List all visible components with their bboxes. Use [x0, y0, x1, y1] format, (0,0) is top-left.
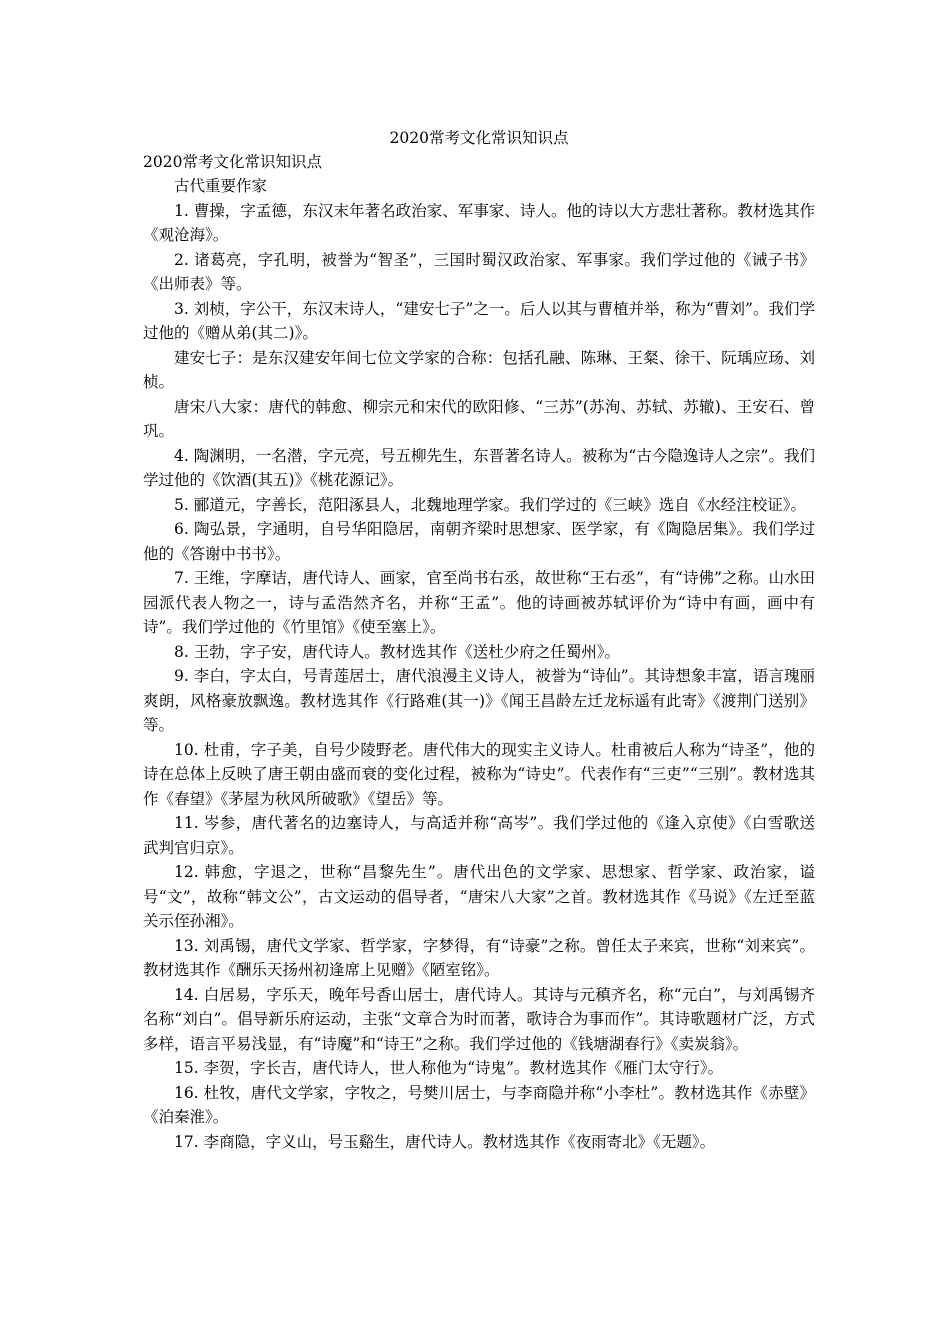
paragraph-tang-song-eight: 唐宋八大家：唐代的韩愈、柳宗元和宋代的欧阳修、“三苏”(苏洵、苏轼、苏辙)、王安石、曾巩。 [143, 397, 815, 440]
paragraph-liu-zhen: 3. 刘桢，字公干，东汉末诗人，“建安七子”之一。后人以其与曹植并举，称为“曹刘”。我们学过他的《赠从弟(其二)》。 [143, 299, 815, 342]
paragraph-tao-yuanming: 4. 陶渊明，一名潜，字元亮，号五柳先生，东晋著名诗人。被称为“古今隐逸诗人之宗”。我们学过他的《饮酒(其五)》《桃花源记》。 [143, 446, 815, 489]
paragraph-li-daoyuan: 5. 郦道元，字善长，范阳涿县人，北魏地理学家。我们学过的《三峡》选自《水经注校证》。 [174, 495, 806, 514]
paragraph-jianan-seven: 建安七子：是东汉建安年间七位文学家的合称：包括孔融、陈琳、王粲、徐干、阮瑀应玚、刘桢。 [143, 348, 815, 391]
paragraph-du-fu: 10. 杜甫，字子美，自号少陵野老。唐代伟大的现实主义诗人。杜甫被后人称为“诗圣”，他的诗在总体上反映了唐王朝由盛而衰的变化过程，被称为“诗史”。代表作有“三吏”“三别”。教材选其作《春望》《茅屋为秋风所破歌》《望岳》等。 [143, 740, 815, 808]
paragraph-cen-shen: 11. 岑参，唐代著名的边塞诗人，与高适并称“高岑”。我们学过他的《逢入京使》《白雪歌送武判官归京》。 [143, 814, 815, 857]
paragraph-bai-juyi: 14. 白居易，字乐天，晚年号香山居士，唐代诗人。其诗与元稹齐名，称“元白”，与刘禹锡齐名称“刘白”。倡导新乐府运动，主张“文章合为时而著，歌诗合为事而作”。其诗歌题材广泛，方式多样，语言平易浅显，有“诗魔”和“诗王”之称。我们学过他的《钱塘湖春行》《卖炭翁》。 [143, 985, 815, 1053]
paragraph-tao-hongjing: 6. 陶弘景，字通明，自号华阳隐居，南朝齐梁时思想家、医学家，有《陶隐居集》。我们学过他的《答谢中书书》。 [143, 520, 815, 563]
document-subtitle: 2020常考文化常识知识点 [143, 153, 322, 171]
paragraph-li-he: 15. 李贺，字长吉，唐代诗人，世人称他为“诗鬼”。教材选其作《雁门太守行》。 [174, 1059, 724, 1077]
paragraph-wang-wei: 7. 王维，字摩诘，唐代诗人、画家，官至尚书右丞，故世称“王右丞”，有“诗佛”之称。山水田园派代表人物之一，诗与孟浩然齐名，并称“王孟”。他的诗画被苏轼评价为“诗中有画，画中有诗”。我们学过他的《竹里馆》《使至塞上》。 [143, 569, 815, 636]
paragraph-liu-yuxi: 13. 刘禹锡，唐代文学家、哲学家，字梦得，有“诗豪”之称。曾任太子来宾，世称“刘来宾”。教材选其作《酬乐天扬州初逢席上见赠》《陋室铭》。 [143, 936, 815, 979]
paragraph-li-bai: 9. 李白，字太白，号青莲居士，唐代浪漫主义诗人，被誉为“诗仙”。其诗想象丰富，语言瑰丽爽朗，风格豪放飘逸。教材选其作《行路难(其一)》《闻王昌龄左迁龙标遥有此寄》《渡荆门送别》等。 [143, 667, 815, 734]
document-body [143, 126, 815, 1154]
paragraph-li-shangyin: 17. 李商隐，字义山，号玉谿生，唐代诗人。教材选其作《夜雨寄北》《无题》。 [174, 1132, 716, 1151]
paragraph-han-yu: 12. 韩愈，字退之，世称“昌黎先生”。唐代出色的文学家、思想家、哲学家、政治家，谥号“文”，故称“韩文公”，古文运动的倡导者，“唐宋八大家”之首。教材选其作《马说》《左迁至蓝关示侄孙湘》。 [143, 863, 815, 930]
section-heading: 古代重要作家 [174, 177, 268, 195]
paragraph-wang-bo: 8. 王勃，字子安，唐代诗人。教材选其作《送杜少府之任蜀州》。 [174, 642, 620, 661]
document-title: 2020常考文化常识知识点 [389, 129, 569, 147]
paragraph-zhuge-liang: 2. 诸葛亮，字孔明，被誉为“智圣”，三国时蜀汉政治家、军事家。我们学过他的《诫子书》《出师表》等。 [143, 250, 815, 293]
paragraph-du-mu: 16. 杜牧，唐代文学家，字牧之，号樊川居士，与李商隐并称“小李杜”。教材选其作《赤壁》《泊秦淮》。 [143, 1083, 815, 1126]
paragraph-cao-cao: 1. 曹操，字孟德，东汉末年著名政治家、军事家、诗人。他的诗以大方悲壮著称。教材选其作《观沧海》。 [143, 201, 815, 244]
